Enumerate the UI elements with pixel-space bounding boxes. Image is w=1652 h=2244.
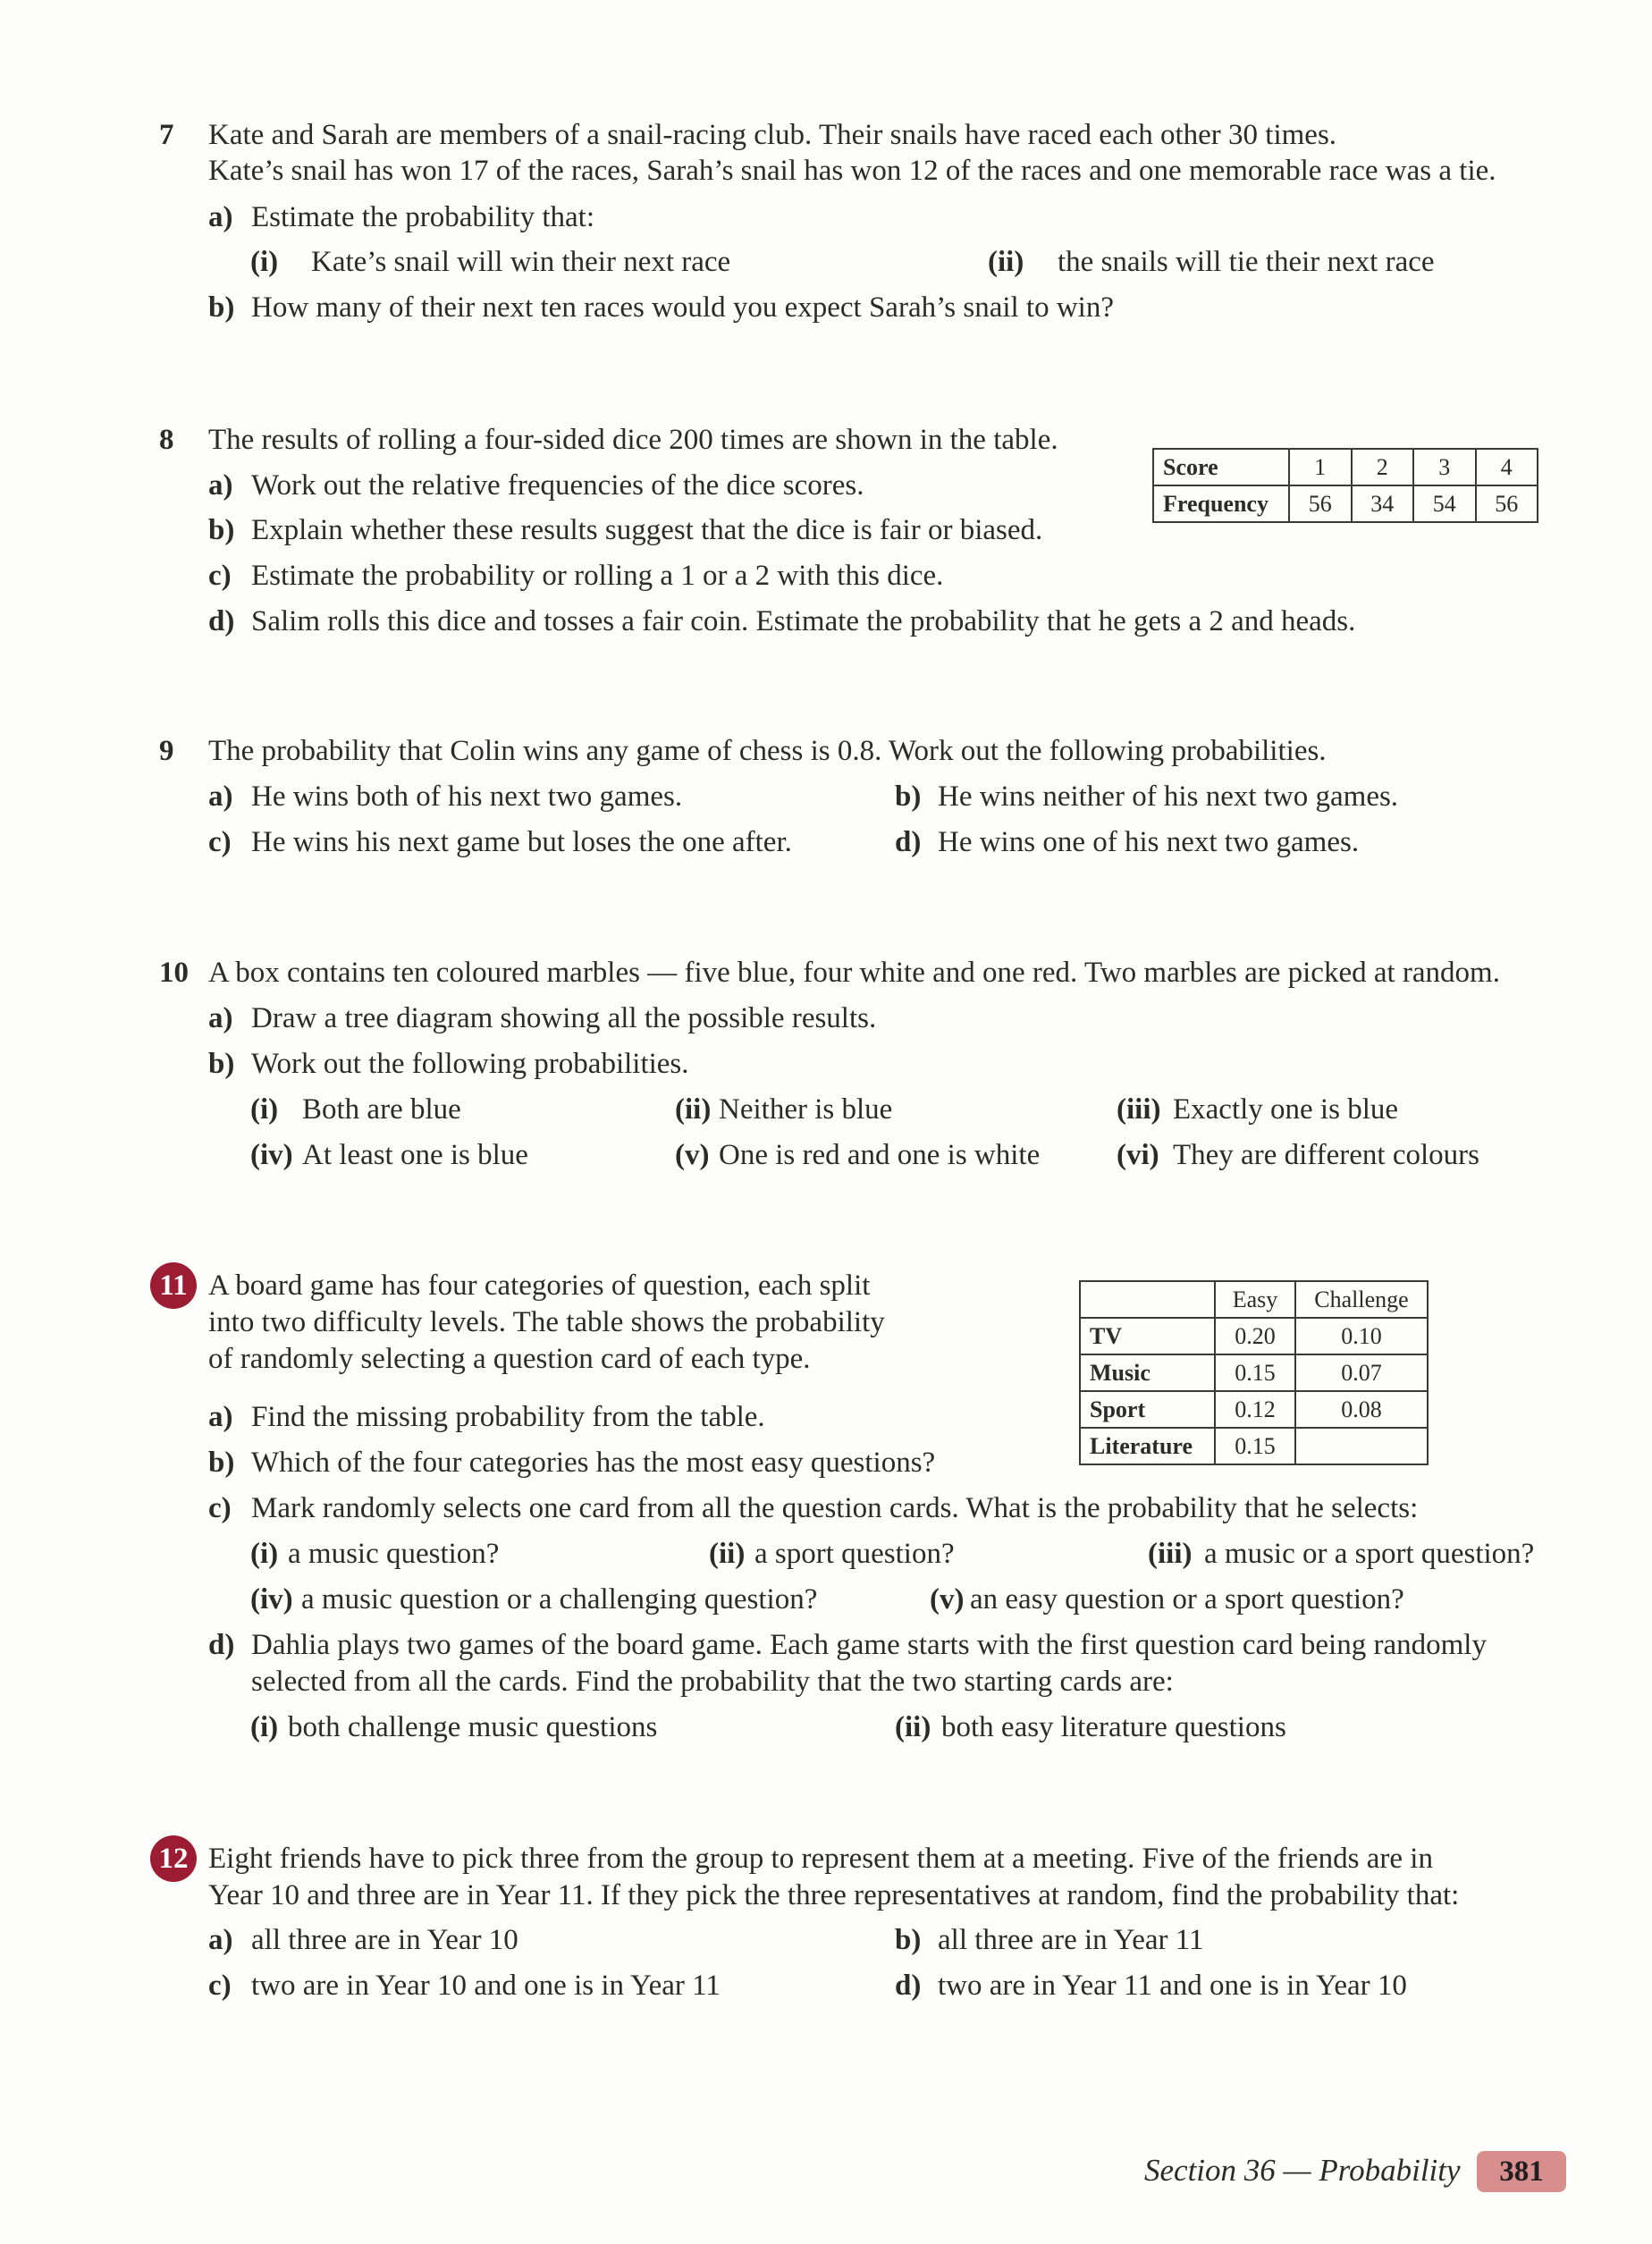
part-text: He wins one of his next two games. [938, 826, 1360, 858]
part-label: c) [208, 1492, 232, 1524]
dice-frequency-table [1152, 448, 1538, 523]
subpart-label: (i) [250, 1093, 279, 1126]
table-row [1080, 1428, 1428, 1464]
q11-part-d-i [250, 1709, 658, 1746]
q10-subpart-i [250, 1092, 461, 1128]
part-label: d) [895, 1970, 922, 2002]
part-label: a) [208, 1924, 233, 1956]
table-row [1080, 1391, 1428, 1428]
part-label: c) [208, 826, 232, 858]
subpart-label: (i) [250, 246, 279, 278]
q12-intro-line2: Year 10 and three are in Year 11. If they pick the three representatives at random, find the probability that: [208, 1879, 1460, 1911]
table-cell: 0.12 [1215, 1391, 1295, 1428]
part-label: a) [208, 1401, 233, 1433]
part-text: Which of the four categories has the most easy questions? [251, 1447, 936, 1479]
question-number-7: 7 [159, 119, 174, 151]
q11-part-c-ii [709, 1536, 955, 1573]
part-label: b) [208, 291, 235, 324]
part-text: Estimate the probability that: [251, 201, 594, 233]
subpart-text: both easy literature questions [941, 1711, 1286, 1743]
q10-part-a [208, 1000, 877, 1037]
subpart-text: the snails will tie their next race [1058, 246, 1435, 278]
part-text: He wins neither of his next two games. [938, 780, 1399, 813]
part-label: a) [208, 780, 233, 813]
table-cell: 0.07 [1295, 1354, 1428, 1391]
q12-part-a [208, 1922, 518, 1959]
q10-subpart-vi [1117, 1137, 1479, 1174]
table-cell: 3 [1413, 449, 1476, 485]
subpart-text: Kate’s snail will win their next race [311, 246, 731, 278]
table-row-label: Frequency [1153, 485, 1289, 522]
table-cell: 2 [1352, 449, 1414, 485]
q10-subpart-v [675, 1137, 1041, 1174]
q11-intro-line2: into two difficulty levels. The table shows the probability [208, 1306, 885, 1338]
q8-part-d [208, 603, 1356, 640]
subpart-label: (ii) [709, 1538, 746, 1570]
table-row-label: Literature [1080, 1428, 1215, 1464]
question-number-9: 9 [159, 735, 174, 767]
q10-intro: A box contains ten coloured marbles — five blue, four white and one red. Two marbles are picked at random. [208, 957, 1500, 989]
q7-part-a-i [250, 244, 731, 281]
part-text: Draw a tree diagram showing all the possible results. [251, 1002, 877, 1034]
part-label: a) [208, 201, 233, 233]
part-text: Work out the relative frequencies of the dice scores. [251, 469, 864, 502]
table-cell: 0.08 [1295, 1391, 1428, 1428]
part-label: a) [208, 1002, 233, 1034]
part-text: all three are in Year 11 [938, 1924, 1204, 1956]
subpart-label: (iii) [1148, 1538, 1193, 1570]
table-row [1080, 1318, 1428, 1354]
q12-intro-line1: Eight friends have to pick three from the group to represent them at a meeting. Five of the friends are in [208, 1843, 1433, 1875]
table-header-challenge: Challenge [1295, 1281, 1428, 1318]
table-row [1153, 449, 1538, 485]
table-cell: 34 [1352, 485, 1414, 522]
q9-part-b [895, 779, 1399, 815]
part-text-line1: Dahlia plays two games of the board game. Each game starts with the first question card being randomly [251, 1629, 1487, 1661]
q12-part-d [895, 1968, 1407, 2004]
part-text: all three are in Year 10 [251, 1924, 518, 1956]
q7-intro-line1: Kate and Sarah are members of a snail-racing club. Their snails have raced each other 30 times. [208, 119, 1337, 151]
table-cell: 4 [1476, 449, 1538, 485]
table-row-label: Music [1080, 1354, 1215, 1391]
q11-intro-line1: A board game has four categories of question, each split [208, 1270, 871, 1302]
q11-part-c [208, 1490, 1419, 1527]
q11-part-d-line2: selected from all the cards. Find the probability that the two starting cards are: [251, 1666, 1174, 1698]
subpart-text: a music question or a challenging question? [301, 1583, 818, 1616]
q10-subpart-iv [250, 1137, 528, 1174]
part-text: Find the missing probability from the table. [251, 1401, 765, 1433]
part-label: b) [208, 1447, 235, 1479]
table-row [1153, 485, 1538, 522]
subpart-text: a music question? [288, 1538, 500, 1570]
subpart-text: a sport question? [754, 1538, 955, 1570]
table-cell: 54 [1413, 485, 1476, 522]
subpart-label: (ii) [895, 1711, 931, 1743]
question-card-probability-table [1079, 1280, 1429, 1465]
q11-part-c-iii [1148, 1536, 1535, 1573]
part-text: How many of their next ten races would you expect Sarah’s snail to win? [251, 291, 1114, 324]
table-cell: 0.20 [1215, 1318, 1295, 1354]
table-header-easy: Easy [1215, 1281, 1295, 1318]
part-text: Estimate the probability or rolling a 1 or a 2 with this dice. [251, 560, 944, 592]
q9-part-c [208, 824, 792, 861]
q7-part-b [208, 290, 1114, 326]
question-number-8: 8 [159, 424, 174, 456]
q11-part-a [208, 1399, 765, 1436]
q10-part-b [208, 1046, 689, 1083]
part-label: a) [208, 469, 233, 502]
subpart-text: They are different colours [1173, 1139, 1479, 1171]
subpart-label: (iii) [1117, 1093, 1161, 1126]
part-text: two are in Year 11 and one is in Year 10 [938, 1970, 1407, 2002]
q11-part-c-v [930, 1582, 1404, 1618]
subpart-text: a music or a sport question? [1204, 1538, 1535, 1570]
table-row-label: TV [1080, 1318, 1215, 1354]
subpart-label: (i) [250, 1538, 279, 1570]
q8-part-c [208, 558, 944, 595]
subpart-text: One is red and one is white [719, 1139, 1041, 1171]
question-number-11-badge: 11 [150, 1262, 197, 1309]
part-label: d) [208, 1629, 235, 1661]
q8-part-b [208, 512, 1043, 549]
part-label: d) [895, 826, 922, 858]
table-cell: 1 [1289, 449, 1352, 485]
subpart-label: (vi) [1117, 1139, 1159, 1171]
part-label: d) [208, 605, 235, 637]
table-corner-cell [1080, 1281, 1215, 1318]
subpart-text: both challenge music questions [288, 1711, 658, 1743]
q9-part-d [895, 824, 1360, 861]
subpart-label: (iv) [250, 1139, 293, 1171]
table-row-label: Score [1153, 449, 1289, 485]
table-header-row [1080, 1281, 1428, 1318]
section-title: Section 36 — Probability [1144, 2153, 1461, 2188]
q10-subpart-iii [1117, 1092, 1399, 1128]
q12-part-c [208, 1968, 721, 2004]
subpart-label: (ii) [988, 246, 1024, 278]
part-label: c) [208, 560, 232, 592]
q8-part-a [208, 468, 864, 504]
page-number: 381 [1477, 2151, 1566, 2192]
table-cell: 56 [1289, 485, 1352, 522]
q11-part-c-i [250, 1536, 500, 1573]
subpart-label: (i) [250, 1711, 279, 1743]
part-label: b) [895, 780, 922, 813]
question-number-10: 10 [159, 957, 189, 989]
subpart-label: (v) [675, 1139, 710, 1171]
part-label: b) [208, 514, 235, 546]
subpart-label: (v) [930, 1583, 965, 1616]
table-cell: 0.15 [1215, 1354, 1295, 1391]
subpart-text: an easy question or a sport question? [970, 1583, 1404, 1616]
part-text: He wins both of his next two games. [251, 780, 683, 813]
q9-intro: The probability that Colin wins any game of chess is 0.8. Work out the following probabilities. [208, 735, 1327, 767]
part-text: Explain whether these results suggest that the dice is fair or biased. [251, 514, 1043, 546]
table-row-label: Sport [1080, 1391, 1215, 1428]
part-text: Salim rolls this dice and tosses a fair coin. Estimate the probability that he gets a 2 and heads. [251, 605, 1356, 637]
q9-part-a [208, 779, 683, 815]
table-cell: 0.10 [1295, 1318, 1428, 1354]
part-text: Mark randomly selects one card from all the question cards. What is the probability that he selects: [251, 1492, 1419, 1524]
q11-part-b [208, 1445, 936, 1481]
part-label: b) [208, 1048, 235, 1080]
q8-intro: The results of rolling a four-sided dice 200 times are shown in the table. [208, 424, 1058, 456]
subpart-label: (iv) [250, 1583, 293, 1616]
table-cell: 0.15 [1215, 1428, 1295, 1464]
table-cell-missing [1295, 1428, 1428, 1464]
part-text: Work out the following probabilities. [251, 1048, 689, 1080]
subpart-text: At least one is blue [302, 1139, 528, 1171]
subpart-text: Both are blue [302, 1093, 461, 1126]
subpart-text: Exactly one is blue [1173, 1093, 1399, 1126]
q7-part-a [208, 199, 594, 236]
subpart-text: Neither is blue [719, 1093, 893, 1126]
part-label: c) [208, 1970, 232, 2002]
table-row [1080, 1354, 1428, 1391]
table-cell: 56 [1476, 485, 1538, 522]
q11-part-d [208, 1627, 1487, 1664]
part-text: two are in Year 10 and one is in Year 11 [251, 1970, 721, 2002]
q7-intro-line2: Kate’s snail has won 17 of the races, Sarah’s snail has won 12 of the races and one memorable race was a tie. [208, 155, 1496, 187]
q11-part-c-iv [250, 1582, 818, 1618]
q12-part-b [895, 1922, 1204, 1959]
question-number-12-badge: 12 [150, 1835, 197, 1882]
q10-subpart-ii [675, 1092, 893, 1128]
q11-part-d-ii [895, 1709, 1286, 1746]
part-label: b) [895, 1924, 922, 1956]
subpart-label: (ii) [675, 1093, 712, 1126]
q11-intro-line3: of randomly selecting a question card of each type. [208, 1343, 811, 1375]
q7-part-a-ii [988, 244, 1435, 281]
part-text: He wins his next game but loses the one after. [251, 826, 792, 858]
